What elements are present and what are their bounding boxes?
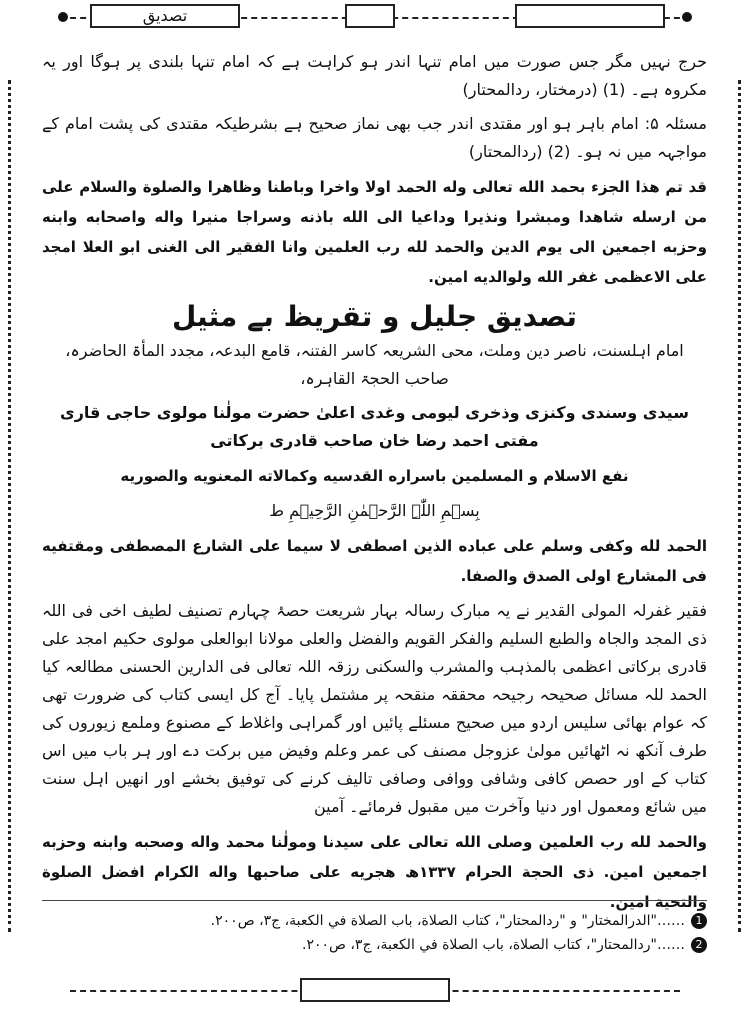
footnote-text: ……"ردالمحتار"، كتاب الصلاة، باب الصلاة في الكعبة، ج۳، ص۲۰۰. <box>302 937 685 953</box>
header-box-left <box>90 4 240 28</box>
page-footer <box>70 978 680 1004</box>
footnote-number: 2 <box>691 937 707 953</box>
paragraph-5: سیدی وسندی وکنزی وذخری لیومی وغدی اعلیٰ حضرت مولٰنا مولوی حاجی قاری مفتی احمد رضا خان صاحب قادری برکاتی <box>60 403 689 450</box>
paragraph-8: الحمد لله وكفى وسلم على عباده الذين اصطفى لا سيما على الشارع المصطفى ومقتفيه فى المشارع اولى الصدق والصفا. <box>42 537 707 585</box>
paragraph-9: فقیر غفرلہ المولی القدیر نے یہ مبارک رسالہ بہار شریعت حصۂ چہارم تصنیف لطیف اخی فی اللہ ذی المجد والجاہ والطبع السلیم والفکر القویم والفضل والعلی مولانا ابوالعلی مولوی حکیم امجد علی قادری برکاتی اعظمی بالمذہب والمشرب والسکنی رزقہ اللہ تعالی فی الدارین الحسنی مطالعہ کیا الحمد للہ مسائل صحیحہ رجیحہ محققہ منقحہ پر مشتمل پایا۔ آج کل ایسی کتاب کی ضرورت تھی کہ عوام بھائی سلیس اردو میں صحیح مسئلے پائیں اور گمراہی واغلاط کے مصنوع وملمع زیوروں کی طرف آنکھ نہ اٹھائیں مولیٰ عزوجل مصنف کی عمر وعلم وفیض میں برکت دے اور ہر باب میں اس کتاب کے اور حصص کافی وشافی ووافی وصافی تالیف کرنے کی توفیق بخشے اور انھیں اہل سنت میں شائع ومعمول اور دنیا وآخرت میں مقبول فرمائے۔ آمین <box>42 601 707 816</box>
page-content <box>42 48 707 923</box>
footnote-number: 1 <box>691 913 707 929</box>
header-box-right <box>515 4 665 28</box>
paragraph-6: نفع الاسلام و المسلمين باسراره القدسيه وكمالاته المعنويه والصوريه <box>120 467 629 485</box>
header-dot-left <box>58 12 68 22</box>
header-title: تصدیق <box>142 6 188 25</box>
paragraph-1: حرج نہیں مگر جس صورت میں امام تنہا اندر ہو کراہت ہے کہ امام تنہا بلندی پر ہوگا اور یہ مکروہ ہے۔ (1) (درمختار، ردالمحتار) <box>42 52 707 99</box>
section-heading: تصديق جليل و تقريظ بے مثيل <box>172 300 577 333</box>
header-box-middle <box>345 4 395 28</box>
footnotes <box>42 900 707 957</box>
left-border <box>8 80 11 932</box>
footnote-2 <box>42 933 707 957</box>
header-dot-right <box>682 12 692 22</box>
page-header <box>60 4 690 30</box>
footnote-text: ……"الدرالمختار" و "ردالمحتار"، كتاب الصلاة، باب الصلاة في الكعبة، ج۳، ص۲۰۰. <box>210 913 685 929</box>
footer-box <box>300 978 450 1002</box>
basmala: بِسۡمِ اللّٰہِ الرَّحۡمٰنِ الرَّحِیۡمِ ط <box>269 501 480 520</box>
paragraph-10: والحمد لله رب العلمين وصلى الله تعالى على سيدنا ومولٰنا محمد واله وصحبه وابنه وحزبه اجمعين امين. ذى الحجة الحرام ۱۳۳۷ھ هجريه على صاحبها واله الكرام افضل الصلوة والتحية امين. <box>42 833 707 911</box>
paragraph-3: قد تم هذا الجزء بحمد الله تعالى وله الحمد اولا واخرا وباطنا وظاهرا والصلوة والسلام على من ارسله شاهدا ومبشرا ونذيرا وداعيا الى الله باذنه وسراجا منيرا واله واصحابه وابنه وحزبه اجمعين الى يوم الدين والحمد لله رب العلمين وانا الفقير الى الغنى ابو العلا امجد على الاعظمى غفر الله ولوالديه امين. <box>42 178 707 286</box>
footnote-1 <box>42 909 707 933</box>
paragraph-4: امام اہلسنت، ناصر دین وملت، محی الشریعہ کاسر الفتنہ، قامع البدعہ، مجدد المأۃ الحاضرہ، صاحب الحجۃ القاہرہ، <box>65 341 684 388</box>
paragraph-2: مسئلہ ۵: امام باہر ہو اور مقتدی اندر جب بھی نماز صحیح ہے بشرطیکہ مقتدی کی پشت امام کے مواجہہ میں نہ ہو۔ (2) (ردالمحتار) <box>42 114 708 161</box>
right-border <box>738 80 741 932</box>
